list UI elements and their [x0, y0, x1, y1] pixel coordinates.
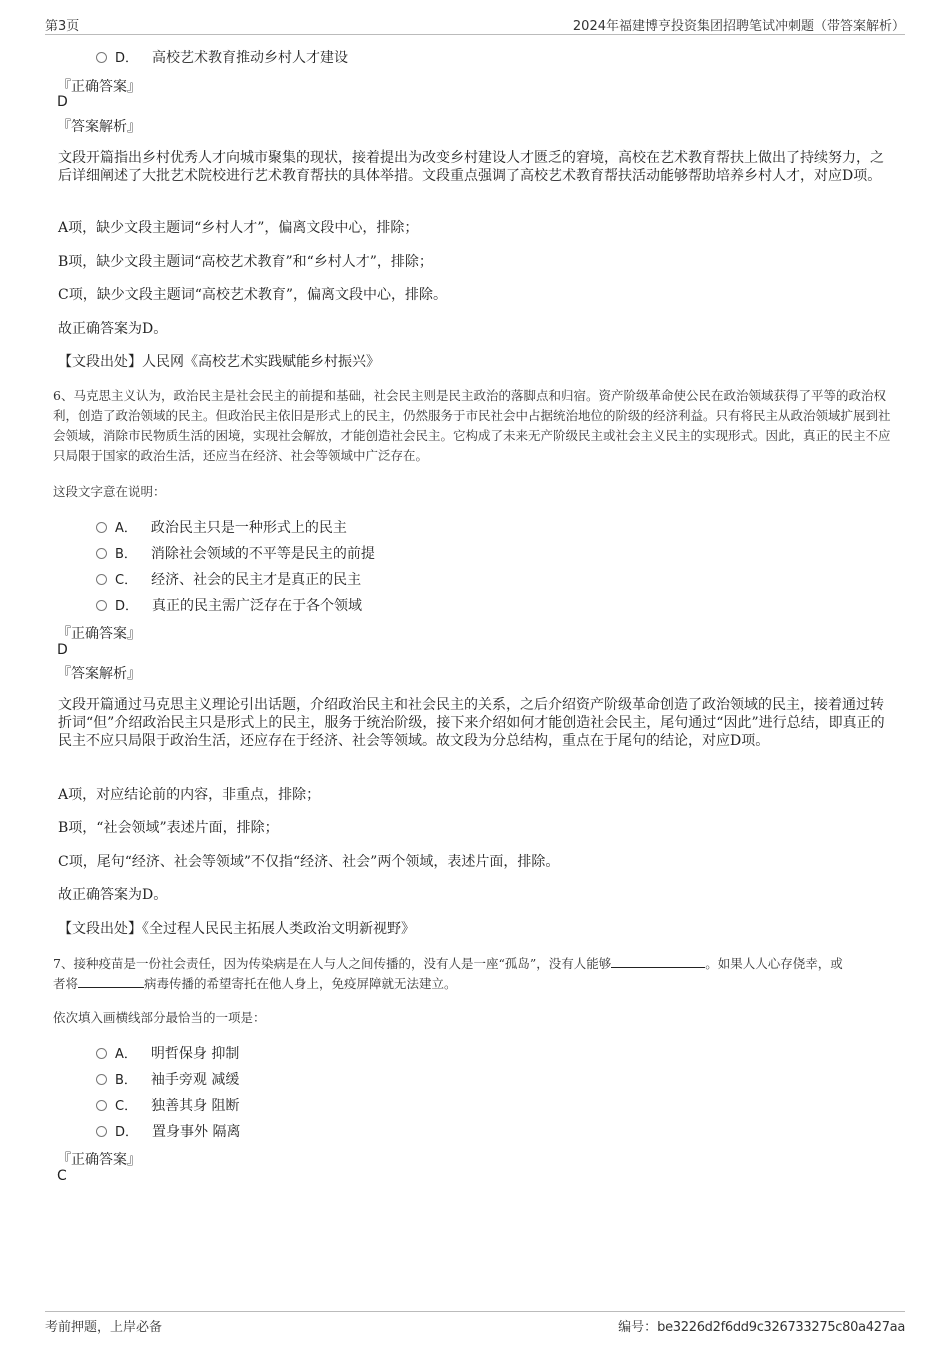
footer-slogan: 考前押题，上岸必备	[45, 1320, 163, 1335]
q6-option-a[interactable]: A． 政治民主只是一种形式上的民主	[96, 517, 347, 537]
q6-conclusion: 故正确答案为D。	[58, 887, 168, 903]
radio-icon[interactable]	[96, 1126, 107, 1137]
q6-note-a: A项，对应结论前的内容，非重点，排除；	[58, 787, 321, 803]
q6-analysis: 文段开篇通过马克思主义理论引出话题，介绍政治民主和社会民主的关系，之后介绍资产阶级革命创造了政治领域的民主，接着通过转折词“但”介绍政治民主只是形式上的民主，服务于统治阶级，接下来介绍如何才能创造社会民主，尾句通过“因此”进行总结，即真正的民主不应只局限于政治生活，还应存在于经济、社会等领域。故文段为分总结构，重点在于尾句的结论，对应D项。	[58, 697, 885, 749]
q6-question: 这段文字意在说明：	[53, 484, 166, 499]
q6-note-c: C项，尾句“经济、社会等领域”不仅指“经济、社会”两个领域，表述片面，排除。	[58, 854, 560, 870]
q6-answer-label: 『正确答案』	[57, 626, 141, 642]
document-title: 2024年福建博亨投资集团招聘笔试冲刺题（带答案解析）	[572, 19, 905, 34]
q5-source: 【文段出处】人民网《高校艺术实践赋能乡村振兴》	[58, 354, 380, 370]
radio-icon[interactable]	[96, 600, 107, 611]
q6-note-b: B项，“社会领域”表述片面，排除；	[58, 820, 279, 836]
q7-option-d[interactable]: D． 置身事外 隔离	[96, 1121, 240, 1141]
q6-answer: D	[57, 642, 68, 658]
q5-note-b: B项，缺少文段主题词“高校艺术教育”和“乡村人才”，排除；	[58, 254, 433, 270]
radio-icon[interactable]	[96, 1100, 107, 1111]
fill-blank-2	[78, 975, 144, 988]
q5-analysis: 文段开篇指出乡村优秀人才向城市聚集的现状，接着提出为改变乡村建设人才匮乏的窘境，高校在艺术教育帮扶上做出了持续努力，之后详细阐述了大批艺术院校进行艺术教育帮扶的具体举措。文段重点强调了高校艺术教育帮扶活动能够帮助培养乡村人才，对应D项。	[58, 150, 884, 184]
radio-icon[interactable]	[96, 574, 107, 585]
radio-icon[interactable]	[96, 548, 107, 559]
q6-source: 【文段出处】《全过程人民民主拓展人类政治文明新视野》	[58, 921, 415, 937]
q7-stem: 7、接种疫苗是一份社会责任，因为传染病是在人与人之间传播的，没有人是一座“孤岛”，没有人能够 。如果人人心存侥幸，或 者将 病毒传播的希望寄托在他人身上，免疫屏障就无法建立。	[53, 956, 843, 991]
radio-icon[interactable]	[96, 1074, 107, 1085]
q7-option-c[interactable]: C． 独善其身 阻断	[96, 1095, 240, 1115]
q5-note-c: C项，缺少文段主题词“高校艺术教育”，偏离文段中心，排除。	[58, 287, 448, 303]
q5-conclusion: 故正确答案为D。	[58, 321, 168, 337]
q5-answer-label: 『正确答案』	[57, 79, 141, 95]
q7-option-a[interactable]: A． 明哲保身 抑制	[96, 1043, 239, 1063]
q5-answer: D	[57, 94, 68, 110]
q5-note-a: A项，缺少文段主题词“乡村人才”，偏离文段中心，排除；	[58, 220, 419, 236]
radio-icon[interactable]	[96, 522, 107, 533]
q6-analysis-label: 『答案解析』	[57, 666, 141, 682]
q5-option-d[interactable]: D． 高校艺术教育推动乡村人才建设	[96, 47, 348, 67]
page-number: 第3页	[45, 19, 80, 34]
q7-answer-label: 『正确答案』	[57, 1152, 141, 1168]
q7-answer: C	[57, 1168, 67, 1184]
fill-blank-1	[611, 955, 705, 968]
q6-option-b[interactable]: B． 消除社会领域的不平等是民主的前提	[96, 543, 375, 563]
radio-icon[interactable]	[96, 1048, 107, 1059]
q5-analysis-label: 『答案解析』	[57, 119, 141, 135]
footer-code: 编号：be3226d2f6dd9c326733275c80a427aa	[618, 1320, 905, 1335]
q7-question: 依次填入画横线部分最恰当的一项是：	[53, 1010, 266, 1025]
q6-option-d[interactable]: D． 真正的民主需广泛存在于各个领域	[96, 595, 362, 615]
q7-option-b[interactable]: B． 袖手旁观 减缓	[96, 1069, 239, 1089]
q6-option-c[interactable]: C． 经济、社会的民主才是真正的民主	[96, 569, 361, 589]
radio-icon[interactable]	[96, 52, 107, 63]
page-header	[45, 14, 905, 35]
page-footer	[45, 1311, 905, 1336]
q6-stem: 6、马克思主义认为，政治民主是社会民主的前提和基础，社会民主则是民主政治的落脚点和归宿。资产阶级革命使公民在政治领域获得了平等的政治权利，创造了政治领域的民主。但政治民主依旧是形式上的民主，仍然服务于市民社会中占据统治地位的阶级的经济利益。只有将民主从政治领域扩展到社会领域，消除市民物质生活的困境，实现社会解放，才能创造社会民主。它构成了未来无产阶级民主或社会主义民主的实现形式。因此，真正的民主不应只局限于国家的政治生活，还应当在经济、社会等领域中广泛存在。	[53, 388, 891, 463]
